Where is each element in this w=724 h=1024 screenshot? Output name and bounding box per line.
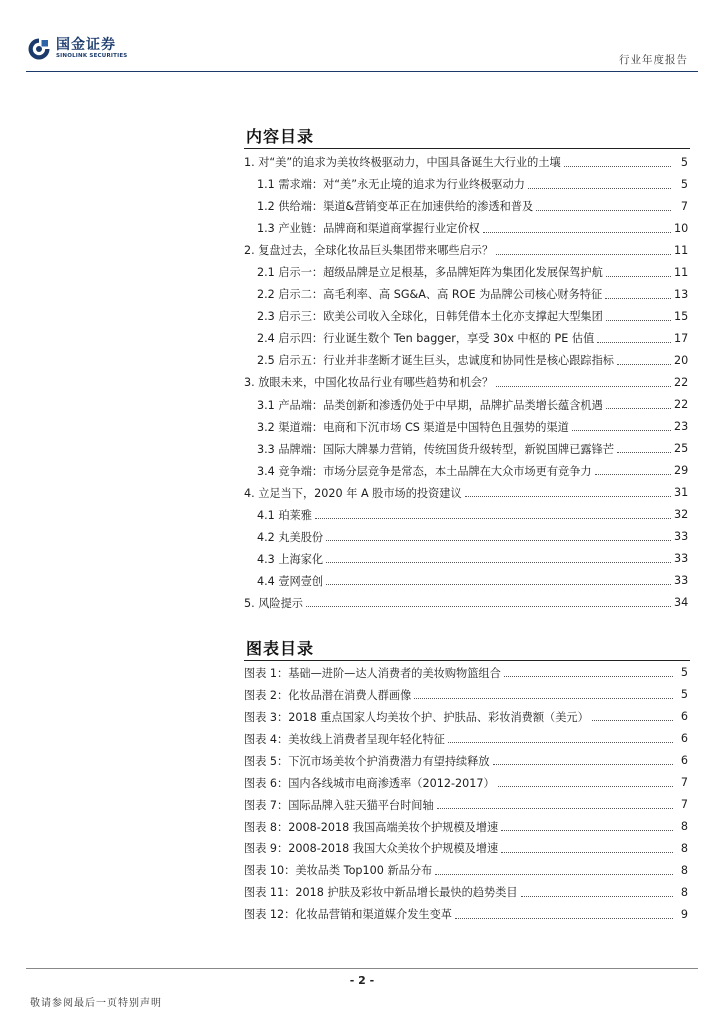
toc-entry[interactable] bbox=[244, 217, 688, 239]
figure-entry[interactable] bbox=[244, 838, 688, 860]
toc-entry-page: 33 bbox=[674, 574, 689, 588]
figure-entry[interactable] bbox=[244, 662, 688, 684]
figure-entry[interactable] bbox=[244, 750, 688, 772]
dot-leader bbox=[606, 310, 671, 321]
list-of-figures bbox=[244, 662, 688, 925]
logo-chinese-name: 国金证券 bbox=[56, 37, 116, 53]
figure-entry-text: 图表 2：化妆品潜在消费人群画像 bbox=[244, 688, 412, 702]
dot-leader bbox=[501, 842, 673, 853]
toc-entry-page: 29 bbox=[674, 464, 689, 478]
toc-entry[interactable] bbox=[244, 261, 688, 283]
figure-entry-page: 7 bbox=[680, 776, 688, 790]
toc-entry-text: 4.1 珀莱雅 bbox=[257, 508, 312, 522]
dot-leader bbox=[435, 864, 673, 875]
figure-entry-text: 图表 6：国内各线城市电商渗透率（2012-2017） bbox=[244, 776, 495, 790]
figure-entry[interactable] bbox=[244, 859, 688, 881]
figure-entry-page: 6 bbox=[680, 732, 688, 746]
toc-entry-page: 7 bbox=[680, 199, 688, 213]
toc-entry-text: 3.2 渠道端：电商和下沉市场 CS 渠道是中国特色且强势的渠道 bbox=[257, 420, 569, 434]
figure-entry-page: 8 bbox=[680, 885, 688, 899]
toc-entry-text: 3.1 产品端：品类创新和渗透仍处于中早期，品牌扩品类增长蕴含机遇 bbox=[257, 398, 603, 412]
figure-entry-text: 图表 11：2018 护肤及彩妆中新品增长最快的趋势类目 bbox=[244, 886, 518, 900]
figure-entry-page: 6 bbox=[680, 710, 688, 724]
toc-title: 内容目录 bbox=[246, 127, 315, 146]
toc-entry[interactable] bbox=[244, 305, 688, 327]
toc-entry[interactable] bbox=[244, 394, 688, 416]
dot-leader bbox=[493, 754, 673, 765]
figure-entry[interactable] bbox=[244, 903, 688, 925]
figure-entry-page: 6 bbox=[680, 754, 688, 768]
toc-entry-page: 13 bbox=[674, 287, 689, 301]
figures-title-rule bbox=[244, 660, 690, 661]
page-header bbox=[0, 0, 724, 80]
figure-entry-text: 图表 5：下沉市场美妆个护消费潜力有望持续释放 bbox=[244, 754, 490, 768]
toc-entry[interactable] bbox=[244, 438, 688, 460]
figure-entry-text: 图表 10：美妆品类 Top100 新品分布 bbox=[244, 864, 433, 878]
toc-entry-text: 1.3 产业链：品牌商和渠道商掌握行业定价权 bbox=[257, 222, 480, 236]
dot-leader bbox=[326, 552, 671, 563]
figure-entry-text: 图表 7：国际品牌入驻天猫平台时间轴 bbox=[244, 798, 434, 812]
figures-title: 图表目录 bbox=[246, 639, 315, 658]
toc-entry-text: 1.2 供给端：渠道&营销变革正在加速供给的渗透和普及 bbox=[257, 200, 534, 214]
toc-entry-page: 22 bbox=[674, 398, 689, 412]
toc-entry[interactable] bbox=[244, 526, 688, 548]
dot-leader bbox=[606, 266, 671, 277]
disclaimer-note: 敬请参阅最后一页特别声明 bbox=[30, 998, 162, 1009]
toc-entry[interactable] bbox=[244, 416, 688, 438]
toc-entry-text: 2. 复盘过去，全球化妆品巨头集团带来哪些启示？ bbox=[244, 244, 494, 258]
dot-leader bbox=[326, 574, 671, 585]
toc-entry-text: 4.2 丸美股份 bbox=[257, 530, 324, 544]
dot-leader bbox=[414, 688, 673, 699]
toc-entry-page: 25 bbox=[674, 442, 689, 456]
toc-entry[interactable] bbox=[244, 173, 688, 195]
dot-leader bbox=[326, 530, 671, 541]
dot-leader bbox=[465, 486, 671, 497]
toc-entry-page: 34 bbox=[674, 596, 689, 610]
toc-entry-text: 5. 风险提示 bbox=[244, 596, 303, 610]
toc-entry-page: 15 bbox=[674, 309, 689, 323]
header-divider bbox=[26, 71, 698, 72]
figure-entry-text: 图表 1：基础—进阶—达人消费者的美妆购物篮组合 bbox=[244, 666, 501, 680]
dot-leader bbox=[592, 710, 673, 721]
toc-entry-page: 11 bbox=[674, 265, 689, 279]
dot-leader bbox=[498, 776, 673, 787]
toc-entry-page: 20 bbox=[674, 353, 689, 367]
figure-entry-page: 7 bbox=[680, 798, 688, 812]
sinolink-logo-icon bbox=[28, 38, 50, 60]
dot-leader bbox=[606, 398, 671, 409]
dot-leader bbox=[536, 200, 671, 211]
toc-entry[interactable] bbox=[244, 327, 688, 349]
toc-entry-text: 1. 对“美”的追求为美妆终极驱动力，中国具备诞生大行业的土壤 bbox=[244, 156, 561, 170]
dot-leader bbox=[605, 288, 671, 299]
dot-leader bbox=[504, 666, 673, 677]
toc-entry-text: 2.4 启示四：行业诞生数个 Ten bagger，享受 30x 中枢的 PE 估值 bbox=[257, 332, 595, 346]
toc-entry-text: 3.4 竞争端：市场分层竞争是常态，本土品牌在大众市场更有竞争力 bbox=[257, 464, 592, 478]
logo-english-name: SINOLINK SECURITIES bbox=[56, 53, 128, 59]
toc-entry[interactable] bbox=[244, 349, 688, 371]
dot-leader bbox=[448, 732, 673, 743]
toc-entry-page: 33 bbox=[674, 530, 689, 544]
dot-leader bbox=[597, 332, 671, 343]
figure-entry-text: 图表 12：化妆品营销和渠道媒介发生变革 bbox=[244, 908, 452, 922]
footer-divider bbox=[26, 968, 698, 969]
dot-leader bbox=[455, 908, 673, 919]
dot-leader bbox=[521, 886, 673, 897]
figure-entry-text: 图表 3：2018 重点国家人均美妆个护、护肤品、彩妆消费额（美元） bbox=[244, 710, 589, 724]
dot-leader bbox=[483, 222, 671, 233]
dot-leader bbox=[315, 508, 671, 519]
toc-entry[interactable] bbox=[244, 283, 688, 305]
figure-entry[interactable] bbox=[244, 816, 688, 838]
figure-entry-page: 5 bbox=[680, 688, 688, 702]
toc-entry[interactable] bbox=[244, 371, 688, 393]
figure-entry[interactable] bbox=[244, 794, 688, 816]
toc-entry-page: 33 bbox=[674, 552, 689, 566]
table-of-contents bbox=[244, 151, 688, 614]
figure-entry[interactable] bbox=[244, 772, 688, 794]
toc-entry-text: 2.2 启示二：高毛利率、高 SG&A、高 ROE 为品牌公司核心财务特征 bbox=[257, 288, 603, 302]
dot-leader bbox=[564, 156, 671, 167]
dot-leader bbox=[528, 178, 671, 189]
figure-entry[interactable] bbox=[244, 684, 688, 706]
dot-leader bbox=[437, 798, 673, 809]
page-number: - 2 - bbox=[349, 974, 375, 987]
toc-entry-text: 1.1 需求端：对“美”永无止境的追求为行业终极驱动力 bbox=[257, 178, 525, 192]
toc-entry-page: 31 bbox=[674, 486, 689, 500]
figure-entry[interactable] bbox=[244, 728, 688, 750]
toc-entry[interactable] bbox=[244, 548, 688, 570]
dot-leader bbox=[617, 442, 671, 453]
toc-entry-text: 4. 立足当下，2020 年 A 股市场的投资建议 bbox=[244, 486, 462, 500]
figure-entry-page: 9 bbox=[680, 907, 688, 921]
toc-entry-text: 3. 放眼未来，中国化妆品行业有哪些趋势和机会？ bbox=[244, 376, 494, 390]
dot-leader bbox=[496, 244, 671, 255]
figure-entry-text: 图表 4：美妆线上消费者呈现年轻化特征 bbox=[244, 732, 445, 746]
figure-entry-page: 8 bbox=[680, 841, 688, 855]
dot-leader bbox=[306, 596, 671, 607]
dot-leader bbox=[617, 354, 671, 365]
dot-leader bbox=[496, 376, 671, 387]
toc-entry[interactable] bbox=[244, 195, 688, 217]
toc-entry-text: 2.1 启示一：超级品牌是立足根基，多品牌矩阵为集团化发展保驾护航 bbox=[257, 266, 603, 280]
toc-entry-text: 4.4 壹网壹创 bbox=[257, 574, 324, 588]
toc-entry-page: 11 bbox=[674, 243, 689, 257]
figure-entry-page: 8 bbox=[680, 820, 688, 834]
figure-entry-page: 8 bbox=[680, 863, 688, 877]
figure-entry-text: 图表 9：2008-2018 我国大众美妆个护规模及增速 bbox=[244, 842, 499, 856]
dot-leader bbox=[595, 464, 671, 475]
toc-entry-page: 5 bbox=[680, 177, 688, 191]
dot-leader bbox=[572, 420, 671, 431]
toc-entry-text: 2.5 启示五：行业并非垄断才诞生巨头，忠诚度和协同性是核心跟踪指标 bbox=[257, 354, 614, 368]
figure-entry-page: 5 bbox=[680, 666, 688, 680]
dot-leader bbox=[501, 820, 673, 831]
toc-entry-page: 10 bbox=[674, 221, 689, 235]
report-type-label: 行业年度报告 bbox=[619, 54, 688, 66]
toc-entry-text: 3.3 品牌端：国际大牌暴力营销，传统国货升级转型，新锐国牌已露锋芒 bbox=[257, 442, 614, 456]
company-logo bbox=[28, 38, 127, 60]
figure-entry[interactable] bbox=[244, 706, 688, 728]
toc-entry[interactable] bbox=[244, 460, 688, 482]
toc-entry-text: 4.3 上海家化 bbox=[257, 552, 324, 566]
toc-entry-page: 23 bbox=[674, 420, 689, 434]
toc-entry[interactable] bbox=[244, 504, 688, 526]
figure-entry-text: 图表 8：2008-2018 我国高端美妆个护规模及增速 bbox=[244, 820, 499, 834]
toc-entry[interactable] bbox=[244, 482, 688, 504]
toc-entry-text: 2.3 启示三：欧美公司收入全球化，日韩凭借本土化亦支撑起大型集团 bbox=[257, 310, 603, 324]
toc-entry-page: 17 bbox=[674, 331, 689, 345]
toc-entry-page: 5 bbox=[680, 155, 688, 169]
toc-entry[interactable] bbox=[244, 151, 688, 173]
toc-entry[interactable] bbox=[244, 239, 688, 261]
toc-title-rule bbox=[244, 148, 690, 149]
figure-entry[interactable] bbox=[244, 881, 688, 903]
toc-entry-page: 22 bbox=[674, 375, 689, 389]
toc-entry[interactable] bbox=[244, 592, 688, 614]
toc-entry-page: 32 bbox=[674, 508, 689, 522]
toc-entry[interactable] bbox=[244, 570, 688, 592]
